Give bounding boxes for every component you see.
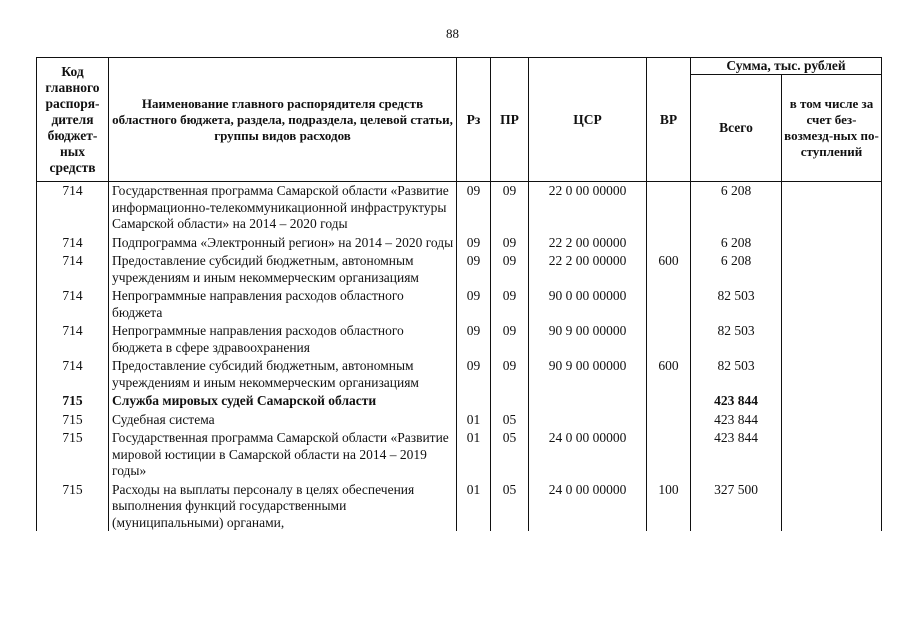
cell-vr	[647, 391, 691, 410]
cell-name: Предоставление субсидий бюджетным, автономным учреждениям и иным некоммерческим организациям	[109, 251, 457, 286]
cell-rz: 09	[457, 182, 491, 233]
cell-free	[782, 391, 882, 410]
cell-code: 715	[37, 480, 109, 532]
cell-csr: 22 2 00 00000	[529, 233, 647, 252]
header-code: Код главного распоря-дителя бюджет-ных средств	[37, 58, 109, 182]
cell-vr	[647, 428, 691, 480]
cell-rz	[457, 391, 491, 410]
cell-csr: 90 9 00 00000	[529, 356, 647, 391]
header-csr: ЦСР	[529, 58, 647, 182]
cell-csr	[529, 391, 647, 410]
cell-pr: 05	[491, 480, 529, 532]
cell-pr	[491, 391, 529, 410]
cell-free	[782, 233, 882, 252]
cell-csr: 22 2 00 00000	[529, 251, 647, 286]
cell-vr	[647, 410, 691, 429]
cell-vr: 600	[647, 251, 691, 286]
table-row	[37, 428, 882, 480]
cell-csr: 90 9 00 00000	[529, 321, 647, 356]
cell-name: Расходы на выплаты персоналу в целях обеспечения выполнения функций государственными (муниципальными) органами,	[109, 480, 457, 532]
table-row	[37, 286, 882, 321]
cell-total: 423 844	[691, 410, 782, 429]
cell-free	[782, 251, 882, 286]
header-rz: Рз	[457, 58, 491, 182]
table-row	[37, 410, 882, 429]
cell-vr	[647, 182, 691, 233]
cell-total: 6 208	[691, 182, 782, 233]
cell-csr	[529, 410, 647, 429]
header-name: Наименование главного распорядителя средств областного бюджета, раздела, подраздела, целевой статьи, группы видов расходов	[109, 58, 457, 182]
cell-code: 715	[37, 428, 109, 480]
cell-code: 714	[37, 356, 109, 391]
cell-code: 715	[37, 410, 109, 429]
cell-total: 82 503	[691, 321, 782, 356]
cell-vr: 600	[647, 356, 691, 391]
cell-total: 327 500	[691, 480, 782, 532]
cell-csr: 24 0 00 00000	[529, 428, 647, 480]
table-header	[37, 58, 882, 182]
cell-rz: 09	[457, 321, 491, 356]
cell-pr: 09	[491, 286, 529, 321]
cell-rz: 09	[457, 286, 491, 321]
cell-free	[782, 321, 882, 356]
cell-total: 82 503	[691, 286, 782, 321]
cell-vr: 100	[647, 480, 691, 532]
page-number: 88	[446, 26, 459, 41]
cell-rz: 01	[457, 410, 491, 429]
cell-pr: 09	[491, 321, 529, 356]
cell-name: Судебная система	[109, 410, 457, 429]
cell-code: 715	[37, 391, 109, 410]
cell-pr: 09	[491, 182, 529, 233]
cell-csr: 90 0 00 00000	[529, 286, 647, 321]
table-row	[37, 356, 882, 391]
cell-free	[782, 286, 882, 321]
cell-free	[782, 480, 882, 532]
cell-free	[782, 410, 882, 429]
cell-name: Государственная программа Самарской области «Развитие информационно-телекоммуникационной инфраструктуры Самарской области» на 2014 – 2020 годы	[109, 182, 457, 233]
cell-name: Непрограммные направления расходов областного бюджета	[109, 286, 457, 321]
cell-total: 6 208	[691, 251, 782, 286]
header-vr: ВР	[647, 58, 691, 182]
cell-name: Служба мировых судей Самарской области	[109, 391, 457, 410]
cell-rz: 09	[457, 233, 491, 252]
table-row	[37, 233, 882, 252]
cell-vr	[647, 233, 691, 252]
cell-free	[782, 428, 882, 480]
table-row	[37, 391, 882, 410]
header-sum: Сумма, тыс. рублей	[691, 58, 882, 75]
cell-rz: 09	[457, 356, 491, 391]
cell-pr: 09	[491, 356, 529, 391]
table-body	[37, 182, 882, 532]
header-free: в том числе за счет без-возмезд-ных по-ступлений	[782, 75, 882, 182]
cell-pr: 09	[491, 251, 529, 286]
cell-name: Подпрограмма «Электронный регион» на 2014 – 2020 годы	[109, 233, 457, 252]
cell-name: Предоставление субсидий бюджетным, автономным учреждениям и иным некоммерческим организациям	[109, 356, 457, 391]
cell-vr	[647, 321, 691, 356]
cell-csr: 24 0 00 00000	[529, 480, 647, 532]
cell-total: 423 844	[691, 428, 782, 480]
cell-pr: 05	[491, 410, 529, 429]
cell-total: 423 844	[691, 391, 782, 410]
table-row	[37, 480, 882, 532]
cell-total: 82 503	[691, 356, 782, 391]
cell-rz: 01	[457, 480, 491, 532]
cell-code: 714	[37, 286, 109, 321]
cell-rz: 01	[457, 428, 491, 480]
cell-name: Непрограммные направления расходов областного бюджета в сфере здравоохранения	[109, 321, 457, 356]
cell-code: 714	[37, 321, 109, 356]
cell-code: 714	[37, 182, 109, 233]
table-row	[37, 251, 882, 286]
table-row	[37, 182, 882, 233]
cell-total: 6 208	[691, 233, 782, 252]
cell-code: 714	[37, 251, 109, 286]
header-total: Всего	[691, 75, 782, 182]
cell-vr	[647, 286, 691, 321]
cell-free	[782, 356, 882, 391]
cell-code: 714	[37, 233, 109, 252]
table-row	[37, 321, 882, 356]
cell-csr: 22 0 00 00000	[529, 182, 647, 233]
cell-rz: 09	[457, 251, 491, 286]
budget-table	[36, 57, 882, 531]
cell-pr: 05	[491, 428, 529, 480]
cell-free	[782, 182, 882, 233]
header-pr: ПР	[491, 58, 529, 182]
cell-pr: 09	[491, 233, 529, 252]
cell-name: Государственная программа Самарской области «Развитие мировой юстиции в Самарской области на 2014 – 2019 годы»	[109, 428, 457, 480]
